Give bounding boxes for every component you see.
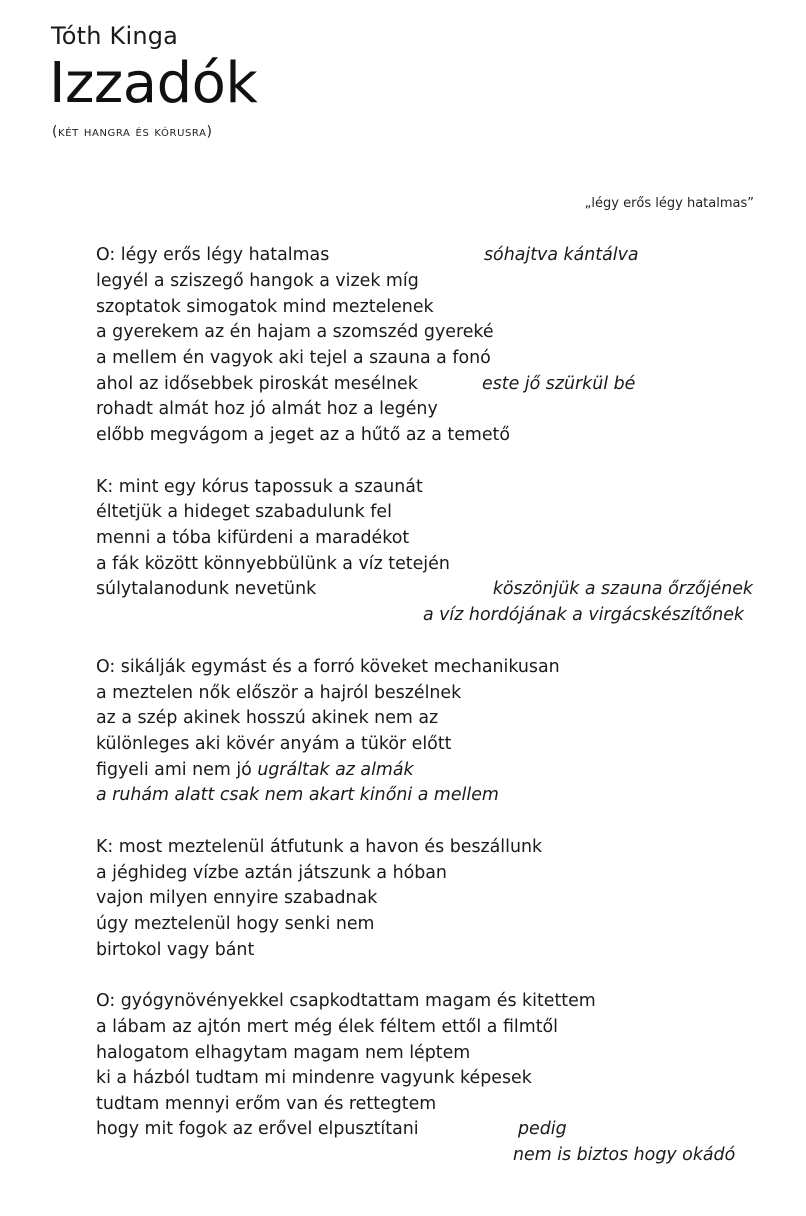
verse-line: a mellem én vagyok aki tejel a szauna a fonó	[96, 348, 491, 368]
verse-line: a jéghideg vízbe aztán játszunk a hóban	[96, 863, 447, 883]
poem-title: Izzadók	[49, 51, 258, 116]
verse-line: O: légy erős légy hatalmas	[96, 245, 330, 265]
epigraph: „légy erős légy hatalmas”	[584, 196, 754, 211]
verse-line: ki a házból tudtam mi mindenre vagyunk képesek	[96, 1068, 532, 1088]
verse-text: figyeli ami nem jó	[96, 760, 258, 780]
verse-line: menni a tóba kifürdeni a maradékot	[96, 528, 410, 548]
verse-line: a ruhám alatt csak nem akart kinőni a mellem	[96, 785, 499, 805]
verse-line: súlytalanodunk nevetünk	[96, 579, 317, 599]
verse-line: a lábam az ajtón mert még élek féltem ettől a filmtől	[96, 1017, 558, 1037]
verse-line: a gyerekem az én hajam a szomszéd gyereké	[96, 322, 494, 342]
verse-line: az a szép akinek hosszú akinek nem az	[96, 708, 439, 728]
verse-line: a meztelen nők először a hajról beszélnek	[96, 683, 462, 703]
verse-line: előbb megvágom a jeget az a hűtő az a temető	[96, 425, 510, 445]
verse-line: éltetjük a hideget szabadulunk fel	[96, 502, 392, 522]
stage-direction: a víz hordójának a virgácskészítőnek	[422, 605, 744, 625]
verse-line: ahol az idősebbek piroskát mesélnek	[96, 374, 418, 394]
poem-subtitle: (két hangra és kórusra)	[52, 124, 213, 140]
verse-line: tudtam mennyi erőm van és rettegtem	[96, 1094, 437, 1114]
verse-line: hogy mit fogok az erővel elpusztítani	[96, 1119, 419, 1139]
verse-line: halogatom elhagytam magam nem léptem	[96, 1043, 471, 1063]
verse-line: vajon milyen ennyire szabadnak	[96, 888, 378, 908]
verse-line	[96, 757, 414, 783]
stage-direction: nem is biztos hogy okádó	[513, 1145, 736, 1165]
verse-line: úgy meztelenül hogy senki nem	[96, 914, 375, 934]
verse-line: O: gyógynövényekkel csapkodtattam magam és kitettem	[96, 991, 596, 1011]
verse-line: rohadt almát hoz jó almát hoz a legény	[96, 399, 438, 419]
author-name: Tóth Kinga	[51, 22, 179, 50]
verse-line: K: mint egy kórus tapossuk a szaunát	[96, 477, 423, 497]
stage-direction: pedig	[518, 1119, 567, 1139]
verse-line: szoptatok simogatok mind meztelenek	[96, 297, 434, 317]
stage-direction: köszönjük a szauna őrzőjének	[492, 579, 753, 599]
stage-direction: este jő szürkül bé	[482, 374, 636, 394]
verse-line: K: most meztelenül átfutunk a havon és beszállunk	[96, 837, 543, 857]
stage-direction: sóhajtva kántálva	[484, 245, 639, 265]
verse-line: különleges aki kövér anyám a tükör előtt	[96, 734, 452, 754]
verse-line: birtokol vagy bánt	[96, 940, 255, 960]
inline-italic: ugráltak az almák	[257, 760, 414, 780]
verse-line: O: sikálják egymást és a forró köveket mechanikusan	[96, 657, 560, 677]
verse-line: legyél a sziszegő hangok a vizek míg	[96, 271, 419, 291]
verse-line: a fák között könnyebbülünk a víz tetején	[96, 554, 450, 574]
